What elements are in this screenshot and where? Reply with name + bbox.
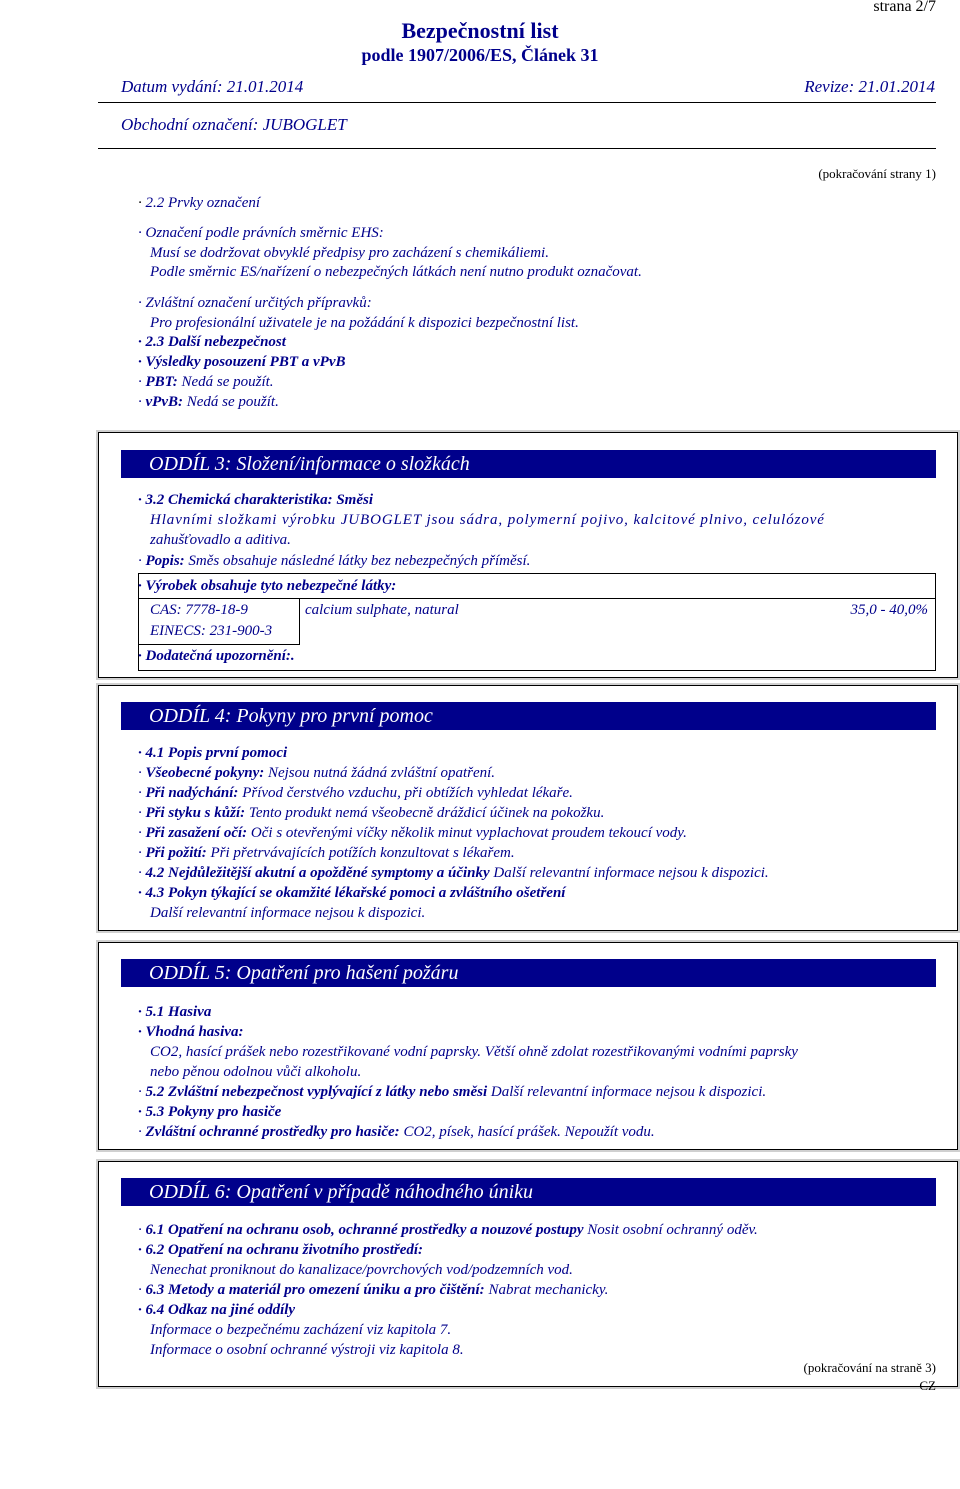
section-4-title: ODDÍL 4: Pokyny pro první pomoc xyxy=(121,702,936,730)
document-title: Bezpečnostní list xyxy=(401,18,559,43)
pbt-line: · PBT: Nedá se použít. xyxy=(138,372,274,392)
suitable-media-line-2: nebo pěnou odolnou vůči alkoholu. xyxy=(150,1064,362,1080)
inhalation-advice: · Při nadýchání: Přívod čerstvého vzduchu, při obtížích vyhledat lékaře. xyxy=(138,783,573,803)
continuation-note-top: (pokračování strany 1) xyxy=(818,166,936,181)
firefighter-equipment: · Zvláštní ochranné prostředky pro hasiče: CO2, písek, hasící prášek. Nepoužít vodu. xyxy=(138,1122,655,1142)
section-3-title: ODDÍL 3: Složení/informace o složkách xyxy=(121,450,936,478)
table-col-divider xyxy=(299,598,300,644)
description-line: · Popis: Směs obsahuje následné látky bez nebezpečných příměsí. xyxy=(138,551,530,571)
composition-line-2: zahušťovadlo a aditiva. xyxy=(150,532,291,548)
heading-2-3: · 2.3 Další nebezpečnost xyxy=(138,332,286,352)
section-6-title: ODDÍL 6: Opatření v případě náhodného úniku xyxy=(121,1178,936,1206)
general-advice: · Všeobecné pokyny: Nejsou nutná žádná zvláštní opatření. xyxy=(138,763,495,783)
ehs-label: · Označení podle právních směrnic EHS: xyxy=(138,223,384,243)
trade-name: Obchodní označení: JUBOGLET xyxy=(121,115,347,134)
heading-4-2: · 4.2 Nejdůležitější akutní a opožděné symptomy a účinky Další relevantní informace nejsou k dispozici. xyxy=(138,863,769,883)
table-title: · Výrobek obsahuje tyto nebezpečné látky: xyxy=(138,576,396,596)
issue-date: Datum vydání: 21.01.2014 xyxy=(121,77,304,96)
heading-4-1: · 4.1 Popis první pomoci xyxy=(138,743,287,763)
special-label: · Zvláštní označení určitých přípravků: xyxy=(138,293,372,313)
heading-5-1: · 5.1 Hasiva xyxy=(138,1002,211,1022)
ehs-line-2: Podle směrnic ES/nařízení o nebezpečných látkách není nutno produkt označovat. xyxy=(150,264,642,280)
heading-5-2: · 5.2 Zvláštní nebezpečnost vyplývající z látky nebo směsi Další relevantní informace nejsou k dispozici. xyxy=(138,1082,766,1102)
vpvb-line: · vPvB: Nedá se použít. xyxy=(138,392,279,412)
heading-4-3-text: Další relevantní informace nejsou k dispozici. xyxy=(150,905,426,921)
special-text: Pro profesionální uživatele je na požádání k dispozici bezpečnostní list. xyxy=(150,315,579,331)
ehs-line-1: Musí se dodržovat obvyklé předpisy pro zacházení s chemikáliemi. xyxy=(150,245,549,261)
table-row-substance: calcium sulphate, natural xyxy=(305,602,459,618)
table-row-concentration: 35,0 - 40,0% xyxy=(850,602,928,618)
section-5-title: ODDÍL 5: Opatření pro hašení požáru xyxy=(121,959,936,987)
country-code: CZ xyxy=(919,1378,936,1393)
ingestion-advice: · Při požití: Při přetrvávajících potížích konzultovat s lékařem. xyxy=(138,843,515,863)
suitable-media-label: · Vhodná hasiva: xyxy=(138,1022,243,1042)
eye-advice: · Při zasažení očí: Oči s otevřenými víčky několik minut vyplachovat proudem tekoucí vody. xyxy=(138,823,687,843)
table-row-divider xyxy=(138,644,300,645)
additional-notes: · Dodatečná upozornění:. xyxy=(138,646,295,666)
heading-4-3: · 4.3 Pokyn týkající se okamžité lékařské pomoci a zvláštního ošetření xyxy=(138,883,565,903)
heading-6-3: · 6.3 Metody a materiál pro omezení úniku a pro čištění: Nabrat mechanicky. xyxy=(138,1280,608,1300)
table-row-einecs: EINECS: 231-900-3 xyxy=(150,623,273,639)
trade-name-divider xyxy=(98,148,936,149)
header-divider xyxy=(98,102,936,103)
document-subtitle: podle 1907/2006/ES, Článek 31 xyxy=(361,45,599,65)
page-number: strana 2/7 xyxy=(873,0,936,15)
heading-6-4-line-2: Informace o osobní ochranné výstroji viz kapitola 8. xyxy=(150,1342,464,1358)
revision-date: Revize: 21.01.2014 xyxy=(804,77,935,96)
table-title-divider xyxy=(138,598,936,599)
pbt-title: · Výsledky posouzení PBT a vPvB xyxy=(138,352,345,372)
heading-6-4: · 6.4 Odkaz na jiné oddíly xyxy=(138,1300,295,1320)
table-row-cas: CAS: 7778-18-9 xyxy=(150,602,248,618)
heading-3-2: · 3.2 Chemická charakteristika: Směsi xyxy=(138,490,373,510)
heading-6-2: · 6.2 Opatření na ochranu životního prostředí: xyxy=(138,1240,423,1260)
heading-6-1: · 6.1 Opatření na ochranu osob, ochranné prostředky a nouzové postupy Nosit osobní ochranný oděv. xyxy=(138,1220,758,1240)
heading-2-2: · 2.2 Prvky označení xyxy=(138,193,260,213)
suitable-media-line-1: CO2, hasící prášek nebo rozestřikované vodní paprsky. Větší ohně zdolat rozestřikovanými vodními paprsky xyxy=(150,1044,798,1060)
heading-6-2-text: Nenechat proniknout do kanalizace/povrchových vod/podzemních vod. xyxy=(150,1262,573,1278)
continuation-note-bottom: (pokračování na straně 3) xyxy=(803,1360,936,1375)
heading-6-4-line-1: Informace o bezpečnému zacházení viz kapitola 7. xyxy=(150,1322,452,1338)
heading-5-3: · 5.3 Pokyny pro hasiče xyxy=(138,1102,281,1122)
skin-advice: · Při styku s kůží: Tento produkt nemá všeobecně dráždicí účinek na pokožku. xyxy=(138,803,604,823)
composition-line-1: Hlavními složkami výrobku JUBOGLET jsou sádra, polymerní pojivo, kalcitové plnivo, celulózové xyxy=(150,512,825,528)
